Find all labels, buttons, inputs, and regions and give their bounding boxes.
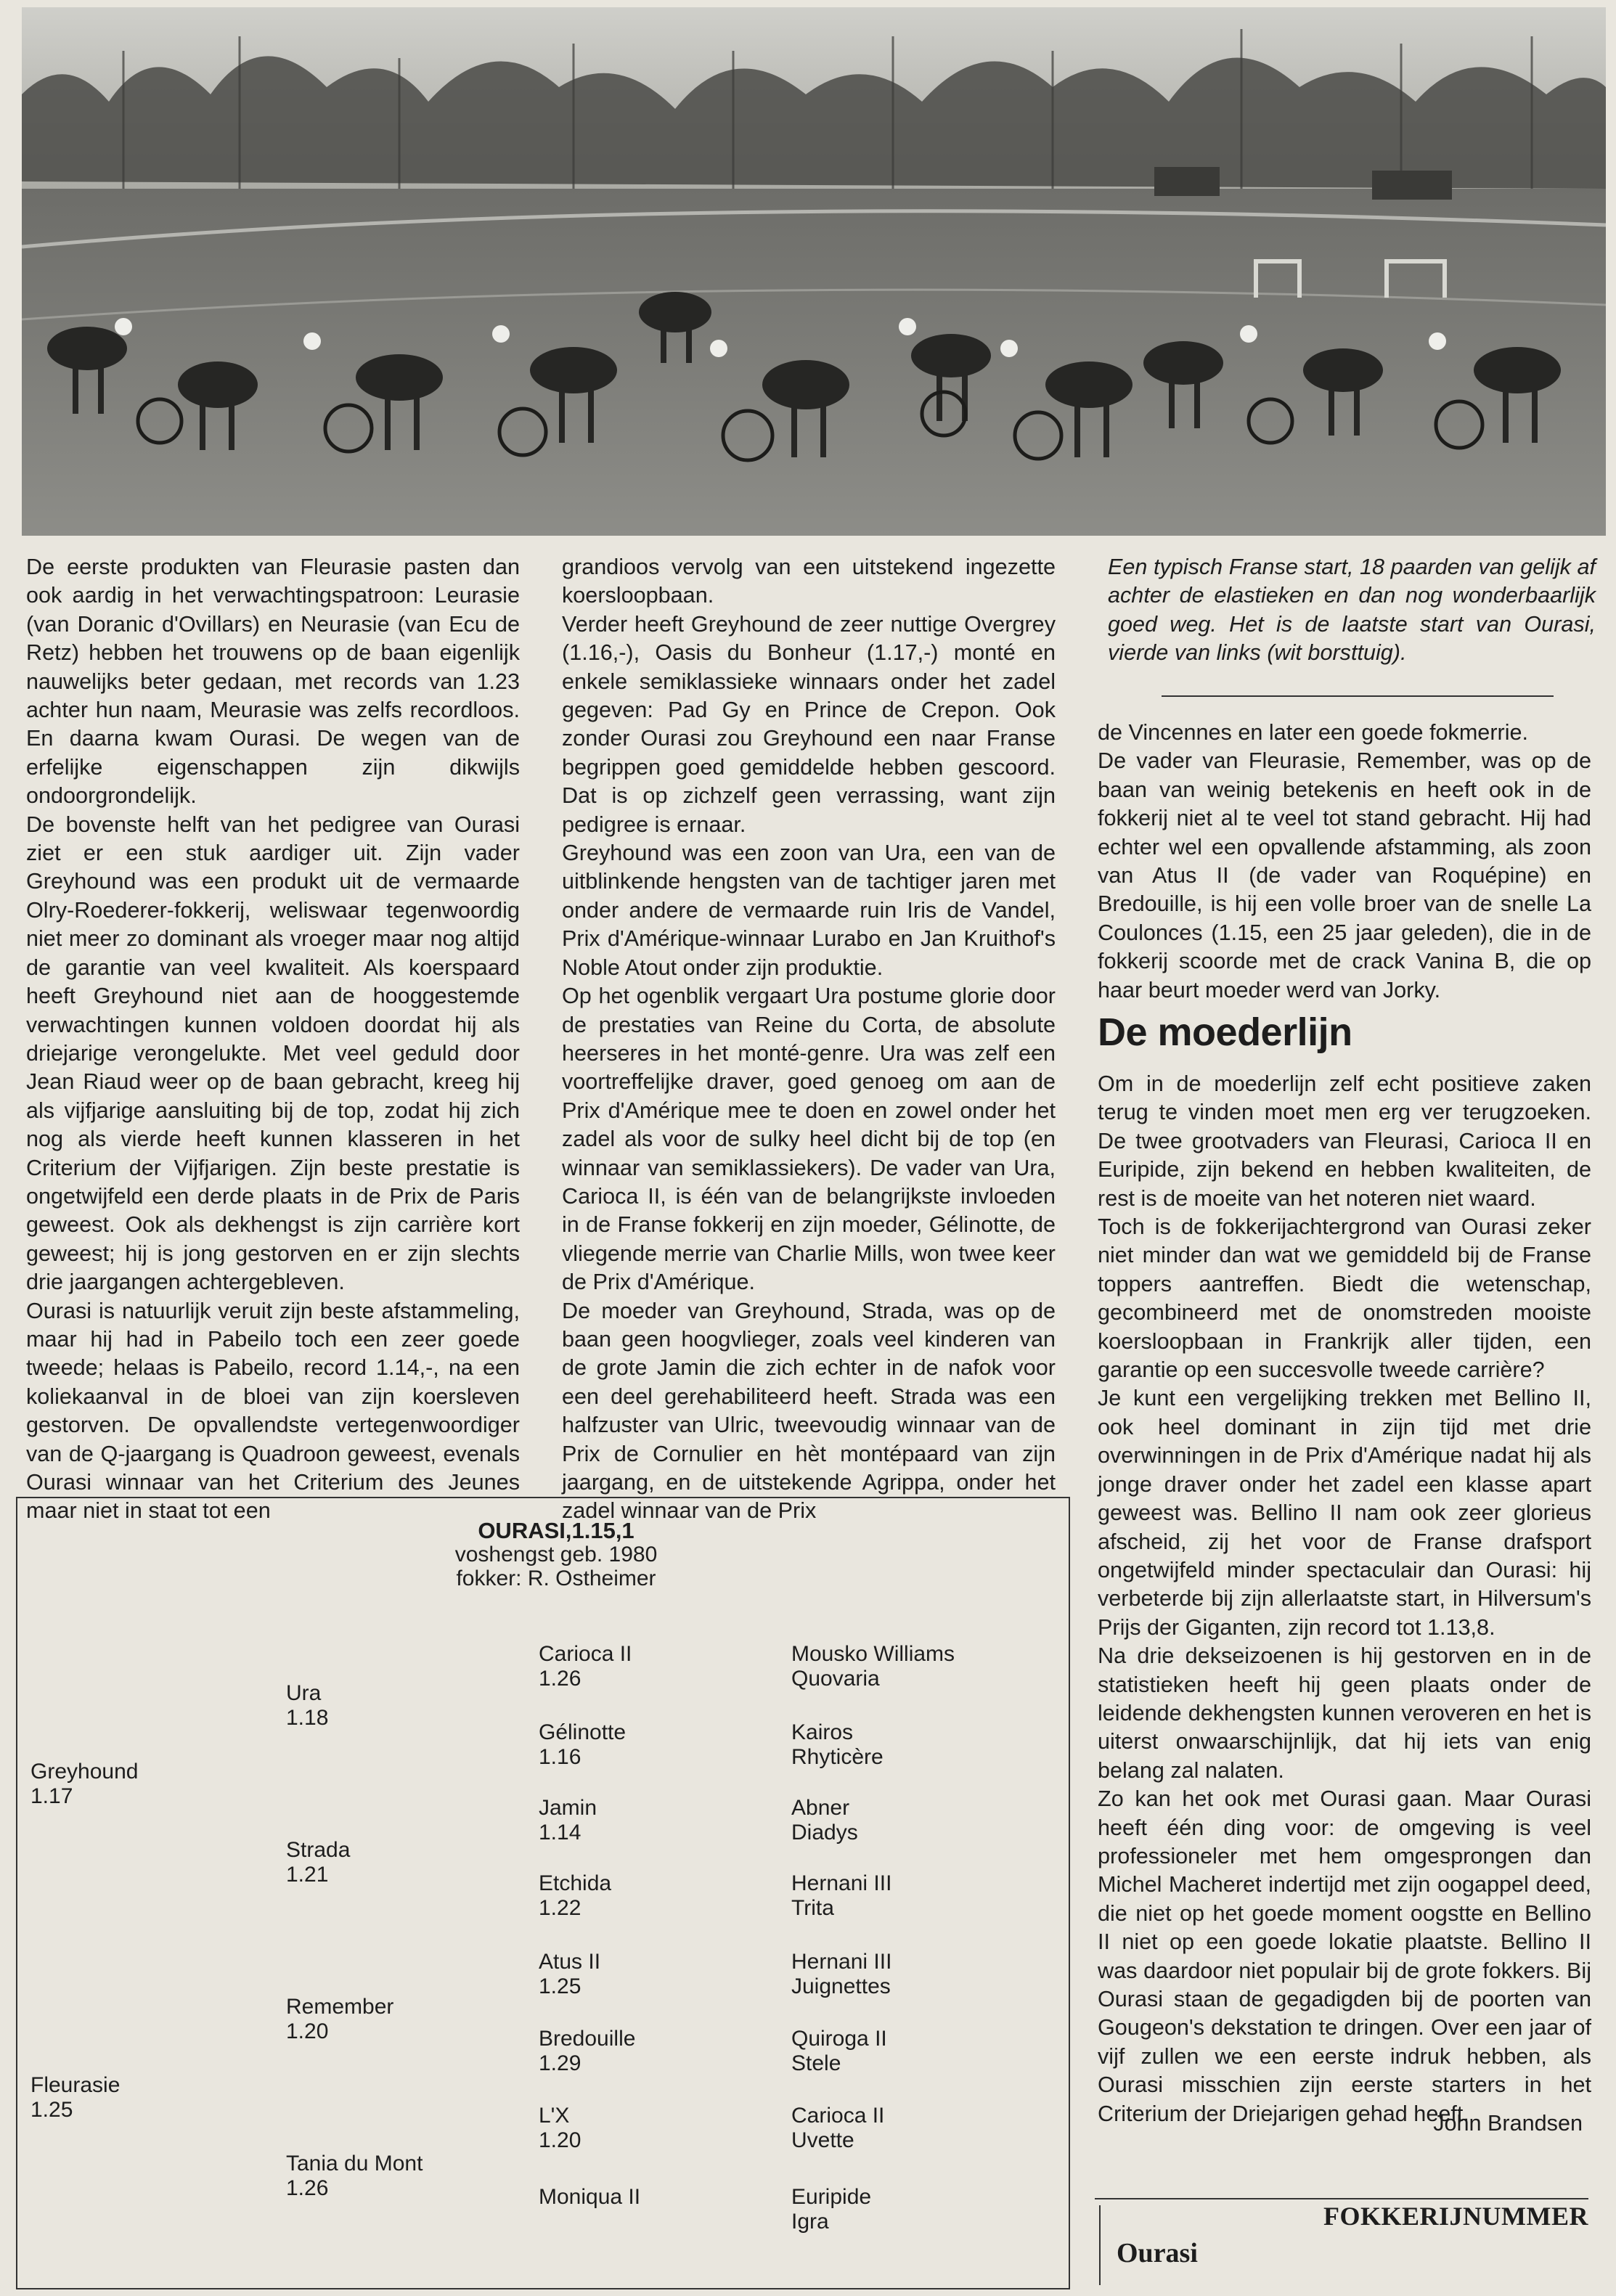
horse-record: 1.25: [30, 2098, 73, 2122]
horse-record: 1.16: [539, 1745, 581, 1769]
pedigree-header: [411, 1519, 701, 1590]
horse-name: Stele: [791, 2051, 841, 2075]
article-column-2: [562, 553, 1056, 1526]
horse-name: Carioca II: [539, 1642, 632, 1666]
horse-name: Rhyticère: [791, 1745, 884, 1769]
footer-side-rule: [1099, 2205, 1101, 2285]
paragraph: Verder heeft Greyhound de zeer nuttige Overgrey (1.16,-), Oasis du Bonheur (1.17,-) monté en enkele semiklassieke winnaars onder het zadel gegeven: Pad Gy en Prince de Crepon. Ook zonder Ourasi zou Greyhound een naar Franse begrippen goed gemiddelde hebben gescoord. Dat is op zichzelf geen verrassing, want zijn pedigree is ernaar.: [562, 611, 1056, 837]
horse-name: Juignettes: [791, 1974, 891, 1998]
horse-record: 1.21: [286, 1863, 329, 1887]
horse-name: Etchida: [539, 1871, 612, 1895]
horse-name: Trita: [791, 1896, 834, 1920]
author-signature: John Brandsen: [1433, 2111, 1583, 2136]
horse-record: 1.25: [539, 1974, 581, 1998]
pedigree-sire: [30, 1760, 138, 1809]
caption-divider: [1162, 695, 1554, 697]
horse-name: Bredouille: [539, 2027, 636, 2051]
paragraph: De moeder van Greyhound, Strada, was op de baan geen hoogvlieger, zoals veel kinderen van de grote Jamin die zich echter in de nafok voor een deel gerehabiliteerd heeft. Strada was een halfzuster van Ulric, tweevoudig winnaar van de Prix de Cornulier en hèt montépaard van zijn jaargang, en de uitstekende Agrippa, onder het zadel winnaar van de Prix: [562, 1298, 1056, 1524]
pedigree-breeder: fokker: R. Ostheimer: [456, 1566, 656, 1590]
pedigree-gen2-4: [286, 2152, 423, 2201]
paragraph: Na drie dekseizoenen is hij gestorven en in de statistieken heeft hij geen plaats onder de leidende dekhengsten kunnen veroveren en het is uiterst onwaarschijnlijk, dat hij iets van enig belang zal nalaten.: [1098, 1643, 1591, 1783]
pedigree-title: OURASI,1.15,1: [478, 1518, 634, 1543]
horse-name: Tania du Mont: [286, 2152, 423, 2176]
article-column-3-bottom: [1098, 1070, 1591, 2128]
pedigree-gen4-1: [791, 1642, 955, 1691]
pedigree-description: voshengst geb. 1980: [454, 1543, 658, 1566]
pedigree-gen3-7: [539, 2104, 581, 2153]
paragraph: Toch is de fokkerijachtergrond van Ourasi zeker niet minder dan wat we gemiddeld bij de Franse toppers aantreffen. Biedt die wetenschap, gecombineerd met de onomstreden mooiste koersloopbaan in Frankrijk aller tijden, een garantie op een succesvolle tweede carrière?: [1098, 1214, 1591, 1383]
horse-record: 1.18: [286, 1706, 329, 1730]
horse-record: 1.29: [539, 2051, 581, 2075]
paragraph: De bovenste helft van het pedigree van Ourasi ziet er een stuk aardiger uit. Zijn vader Greyhound was een produkt uit de vermaarde Olry-Roederer-fokkerij, weliswaar tegenwoordig niet meer zo dominant als vroeger maar nog altijd de garantie van veel kwaliteit. Als koerspaard heeft Greyhound niet aan de hooggestemde verwachtingen kunnen voldoen doordat hij als driejarige verongelukte. Met veel geduld door Jean Riaud weer op de baan gebracht, kreeg hij als vijfjarige aansluiting bij de top, zodat hij zich nog als vierde heeft kunnen klasseren in het Criterium der Vijfjarigen. Zijn beste prestatie is ongetwijfeld een derde plaats in de Prix de Paris geweest. Ook als dekhengst is zijn carrière kort geweest; hij is jong gestorven en er zijn slechts drie jaargangen achtergebleven.: [26, 812, 520, 1295]
paragraph: Ourasi is natuurlijk veruit zijn beste afstammeling, maar hij had in Pabeilo toch een zeer goede tweede; helaas is Pabeilo, record 1.14,-, na een koliekaanval in de bloei van zijn koersleven gestorven. De opvallendste vertegenwoordiger van de Q-jaargang is Quadroon geweest, evenals Ourasi winnaar van het Criterium des Jeunes maar niet in staat tot een: [26, 1298, 520, 1524]
horse-record: 1.17: [30, 1784, 73, 1808]
horse-record: 1.20: [286, 2019, 329, 2043]
horse-record: 1.22: [539, 1896, 581, 1920]
horse-name: Remember: [286, 1995, 394, 2019]
pedigree-gen4-6: [791, 2027, 887, 2076]
footer: [1095, 2198, 1603, 2292]
pedigree-gen4-3: [791, 1796, 858, 1845]
horse-name: Igra: [791, 2210, 829, 2234]
horse-name: Hernani III: [791, 1871, 892, 1895]
horse-name: Kairos: [791, 1720, 854, 1744]
pedigree-gen4-5: [791, 1950, 891, 1999]
section-title: Ourasi: [1117, 2238, 1198, 2268]
paragraph: Zo kan het ook met Ourasi gaan. Maar Ourasi heeft één ding voor: de omgeving is veel professioneler met hem omgesprongen dan Michel Macheret indertijd met zijn oogappel deed, die niet op het goede moment oogstte en Bellino II niet op een goede lokatie plaatste. Bellino II was daardoor niet populair bij de grote fokkers. Bij Ourasi staan de gegadigden bij de poorten van Gougeon's dekstation te dringen. Over een jaar of vijf zullen we een eerste indruk hebben, als Ourasi misschien zijn eerste starters in het Criterium der Driejarigen gehad heeft.: [1098, 1786, 1591, 2126]
horse-name: Uvette: [791, 2128, 854, 2152]
horse-name: Jamin: [539, 1796, 597, 1820]
pedigree-gen2-2: [286, 1838, 350, 1887]
pedigree-gen4-7: [791, 2104, 884, 2153]
pedigree-gen3-2: [539, 1720, 626, 1770]
pedigree-dam: [30, 2073, 120, 2123]
horse-name: Moniqua II: [539, 2185, 641, 2209]
horse-name: Ura: [286, 1681, 322, 1705]
harness-racing-start-photo-icon: [22, 7, 1606, 536]
horse-name: Fleurasie: [30, 2073, 121, 2097]
horse-record: 1.26: [539, 1667, 581, 1691]
pedigree-gen3-6: [539, 2027, 635, 2076]
paragraph: Om in de moederlijn zelf echt positieve zaken terug te vinden moet men erg ver terugzoeken. De twee grootvaders van Fleurasi, Carioca II en Euripide, zijn bekend en hebben kwaliteiten, de rest is de moeite van het noteren niet waard.: [1098, 1071, 1591, 1211]
pedigree-gen3-5: [539, 1950, 600, 1999]
horse-name: Atus II: [539, 1950, 601, 1974]
paragraph: de Vincennes en later een goede fokmerrie.: [1098, 720, 1529, 745]
paragraph: De eerste produkten van Fleurasie pasten dan ook aardig in het verwachtingspatroon: Leurasie (van Doranic d'Ovillars) en Neurasie (van Ecu de Retz) hebben het trouwens op de baan eigenlijk nauwelijks beter gedaan, met records van 1.23 achter hun naam, Meurasie was zelfs recordloos. En daarna kwam Ourasi. De wegen van de erfelijke eigenschappen zijn dikwijls ondoorgrondelijk.: [26, 555, 520, 809]
pedigree-gen4-2: [791, 1720, 884, 1770]
horse-record: 1.26: [286, 2176, 329, 2200]
article-column-1: [26, 553, 520, 1526]
horse-name: L'X: [539, 2104, 570, 2128]
horse-name: Mousko Williams: [791, 1642, 955, 1666]
paragraph: Op het ogenblik vergaart Ura postume glorie door de prestaties van Reine du Corta, de absolute heerseres in het monté-genre. Ura was zelf een voortreffelijke draver, goed genoeg om aan de Prix d'Amérique mee te doen en zowel onder het zadel als voor de sulky heel dicht bij de top (en winnaar van semiklassiekers). De vader van Ura, Carioca II, is één van de belangrijkste invloeden in de Franse fokkerij en zijn moeder, Gélinotte, de vliegende merrie van Charlie Mills, won twee keer de Prix d'Amérique.: [562, 984, 1056, 1295]
paragraph: De vader van Fleurasie, Remember, was op de baan van weinig betekenis en heeft ook in de fokkerij niet al te veel tot stand gebracht. Hij had echter wel een opvallende afstamming, als zoon van Atus II (de vader van Roquépine) en Bredouille, is hij een volle broer van de snelle La Coulonces (1.15, een 25 jaar geleden), die in de fokkerij scoorde met de crack Vanina B, die op haar beurt moeder werd van Jorky.: [1098, 748, 1591, 1002]
article-column-3-top: [1098, 719, 1591, 1005]
horse-record: 1.14: [539, 1821, 581, 1844]
pedigree-gen3-4: [539, 1871, 611, 1921]
paragraph: grandioos vervolg van een uitstekend ingezette koersloopbaan.: [562, 555, 1056, 608]
pedigree-gen3-3: [539, 1796, 597, 1845]
photo-caption: Een typisch Franse start, 18 paarden van gelijk af achter de elastieken en dan nog wonderbaarlijk goed weg. Het is de laatste start van Ourasi, vierde van links (wit borsttuig).: [1108, 555, 1596, 666]
horse-name: Euripide: [791, 2185, 872, 2209]
pedigree-gen3-1: [539, 1642, 632, 1691]
section-heading: De moederlijn: [1098, 1010, 1352, 1054]
horse-name: Greyhound: [30, 1760, 139, 1784]
paragraph: Je kunt een vergelijking trekken met Bellino II, ook heel dominant in zijn tijd met drie overwinningen in de Prix d'Amérique nadat hij als jonge draver onder het zadel een klasse apart geweest was. Bellino II nam ook zeer glorieus afscheid, zij het voor de Franse drafsport ongetwijfeld minder spectaculair dan Ourasi: hij verbeterde bij zijn allerlaatste start, in Hilversum's Prijs der Giganten, zijn record tot 1.13,8.: [1098, 1386, 1591, 1640]
horse-name: Carioca II: [791, 2104, 885, 2128]
horse-name: Abner: [791, 1796, 850, 1820]
paragraph: Greyhound was een zoon van Ura, een van de uitblinkende hengsten van de tachtiger jaren met onder andere de vermaarde ruin Iris de Vandel, Prix d'Amérique-winnaar Lurabo en Jan Kruithof's Noble Atout onder zijn produktie.: [562, 841, 1056, 980]
horse-name: Diadys: [791, 1821, 858, 1844]
race-start-photo: [22, 7, 1606, 536]
horse-name: Quiroga II: [791, 2027, 887, 2051]
horse-name: Quovaria: [791, 1667, 880, 1691]
horse-record: 1.20: [539, 2128, 581, 2152]
pedigree-gen2-1: [286, 1681, 328, 1731]
pedigree-gen4-8: [791, 2185, 871, 2234]
pedigree-gen4-4: [791, 1871, 891, 1921]
section-label: FOKKERIJNUMMER: [1323, 2202, 1588, 2231]
horse-name: Gélinotte: [539, 1720, 627, 1744]
horse-name: Hernani III: [791, 1950, 892, 1974]
pedigree-gen3-8: [539, 2185, 640, 2210]
pedigree-gen2-3: [286, 1995, 393, 2044]
horse-name: Strada: [286, 1838, 351, 1862]
